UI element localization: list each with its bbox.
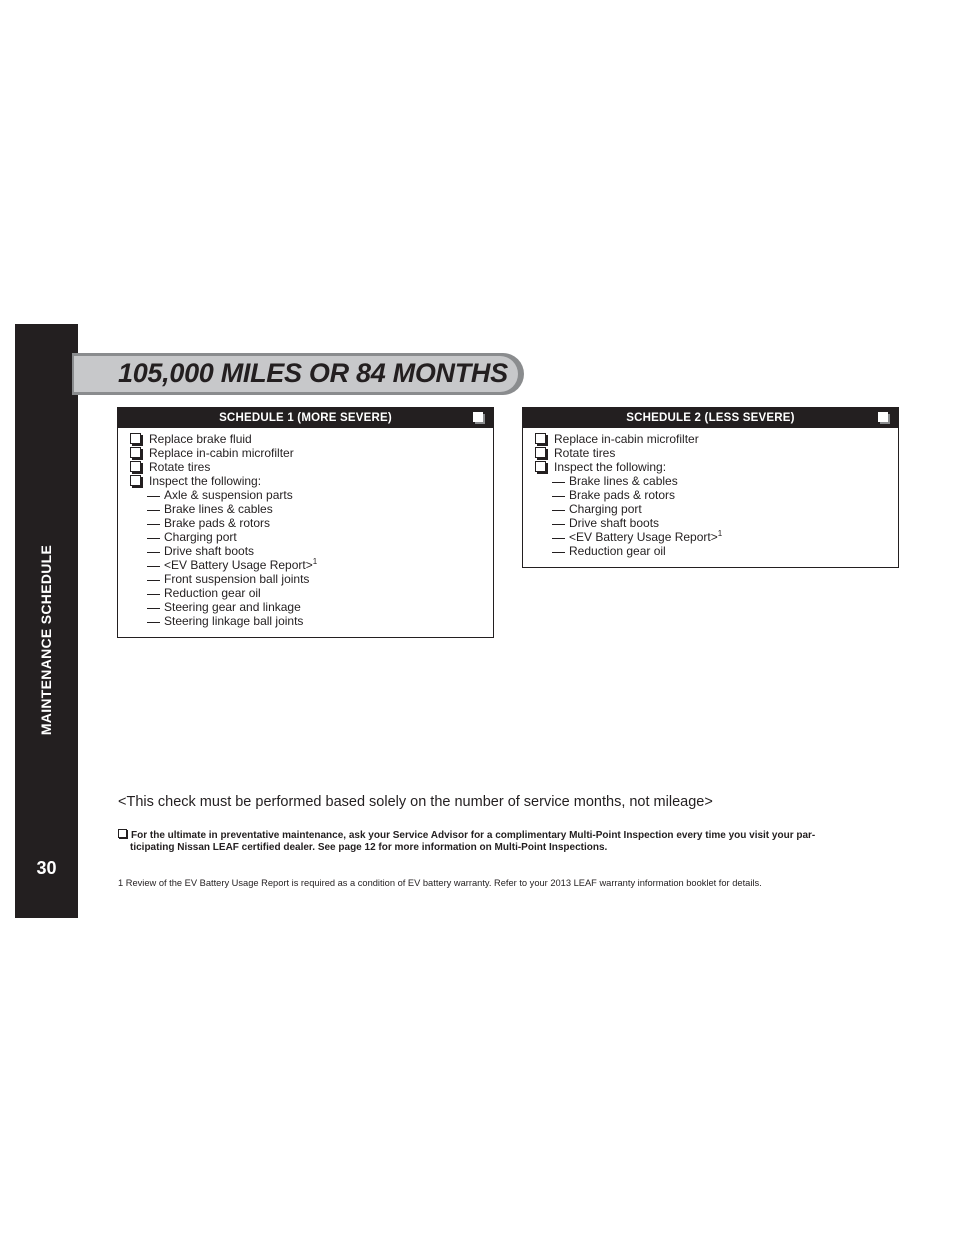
schedule-2-box — [522, 407, 899, 568]
blank-line — [552, 510, 565, 511]
sub-item: Steering linkage ball joints — [147, 614, 303, 628]
page-title: 105,000 MILES OR 84 MONTHS — [118, 358, 508, 388]
list-item: Replace brake fluid — [130, 432, 252, 446]
blank-line — [147, 594, 160, 595]
blank-line — [552, 552, 565, 553]
service-note: <This check must be performed based solely on the number of service months, not mileage> — [118, 794, 713, 810]
checkbox-icon[interactable] — [535, 447, 546, 458]
sub-item: Brake lines & cables — [147, 502, 273, 516]
blank-line — [552, 524, 565, 525]
sub-item: Charging port — [147, 530, 237, 544]
sub-item: Front suspension ball joints — [147, 572, 309, 586]
list-item: Rotate tires — [130, 460, 210, 474]
footnote-mark: 1 — [312, 557, 318, 566]
sub-item: Brake pads & rotors — [552, 488, 675, 502]
sub-item: <EV Battery Usage Report>$^1$ — [552, 530, 722, 544]
checkbox-icon[interactable] — [118, 829, 127, 838]
tip-paragraph — [118, 829, 898, 854]
checkbox-icon — [473, 412, 483, 422]
list-item: Replace in-cabin microfilter — [535, 432, 699, 446]
blank-line — [147, 552, 160, 553]
checkbox-icon[interactable] — [130, 475, 141, 486]
blank-line — [147, 608, 160, 609]
footnote-mark: 1 — [717, 529, 723, 538]
checkbox-icon[interactable] — [130, 447, 141, 458]
sidebar-label: MAINTENANCE SCHEDULE — [38, 544, 54, 736]
sub-item: Steering gear and linkage — [147, 600, 301, 614]
sub-item: Drive shaft boots — [147, 544, 254, 558]
sub-item: Reduction gear oil — [147, 586, 261, 600]
sub-item: <EV Battery Usage Report>$^1$ — [147, 558, 317, 572]
blank-line — [147, 622, 160, 623]
tip-line-1: For the ultimate in preventative maintenance, ask your Service Advisor for a complimentary Multi-Point Inspection every time you visit your par- — [118, 829, 898, 842]
checkbox-icon[interactable] — [130, 433, 141, 444]
blank-line — [147, 496, 160, 497]
blank-line — [147, 566, 160, 567]
checkbox-icon[interactable] — [535, 433, 546, 444]
blank-line — [552, 538, 565, 539]
page-number: 30 — [36, 858, 57, 878]
blank-line — [552, 496, 565, 497]
blank-line — [147, 510, 160, 511]
sub-item: Charging port — [552, 502, 642, 516]
schedule-1-header — [118, 408, 493, 428]
blank-line — [147, 538, 160, 539]
blank-line — [147, 580, 160, 581]
sub-item: Brake pads & rotors — [147, 516, 270, 530]
schedule-2-header-text: SCHEDULE 2 (LESS SEVERE) — [626, 412, 795, 424]
tip-line-2: ticipating Nissan LEAF certified dealer. See page 12 for more information on Multi-Point Inspections. — [130, 842, 608, 853]
checkbox-icon[interactable] — [130, 461, 141, 472]
checkbox-icon — [878, 412, 888, 422]
schedule-1-box — [117, 407, 494, 638]
sub-item: Drive shaft boots — [552, 516, 659, 530]
list-item: Inspect the following: — [535, 460, 666, 474]
schedule-2-header — [523, 408, 898, 428]
list-item: Replace in-cabin microfilter — [130, 446, 294, 460]
sub-item: Brake lines & cables — [552, 474, 678, 488]
list-item: Rotate tires — [535, 446, 615, 460]
schedule-1-header-text: SCHEDULE 1 (MORE SEVERE) — [219, 412, 392, 424]
blank-line — [552, 482, 565, 483]
sub-item: Axle & suspension parts — [147, 488, 293, 502]
footnote: 1 Review of the EV Battery Usage Report is required as a condition of EV battery warranty. Refer to your 2013 LEAF warranty information booklet for details. — [118, 878, 762, 888]
checkbox-icon[interactable] — [535, 461, 546, 472]
blank-line — [147, 524, 160, 525]
sub-item: Reduction gear oil — [552, 544, 666, 558]
list-item: Inspect the following: — [130, 474, 261, 488]
